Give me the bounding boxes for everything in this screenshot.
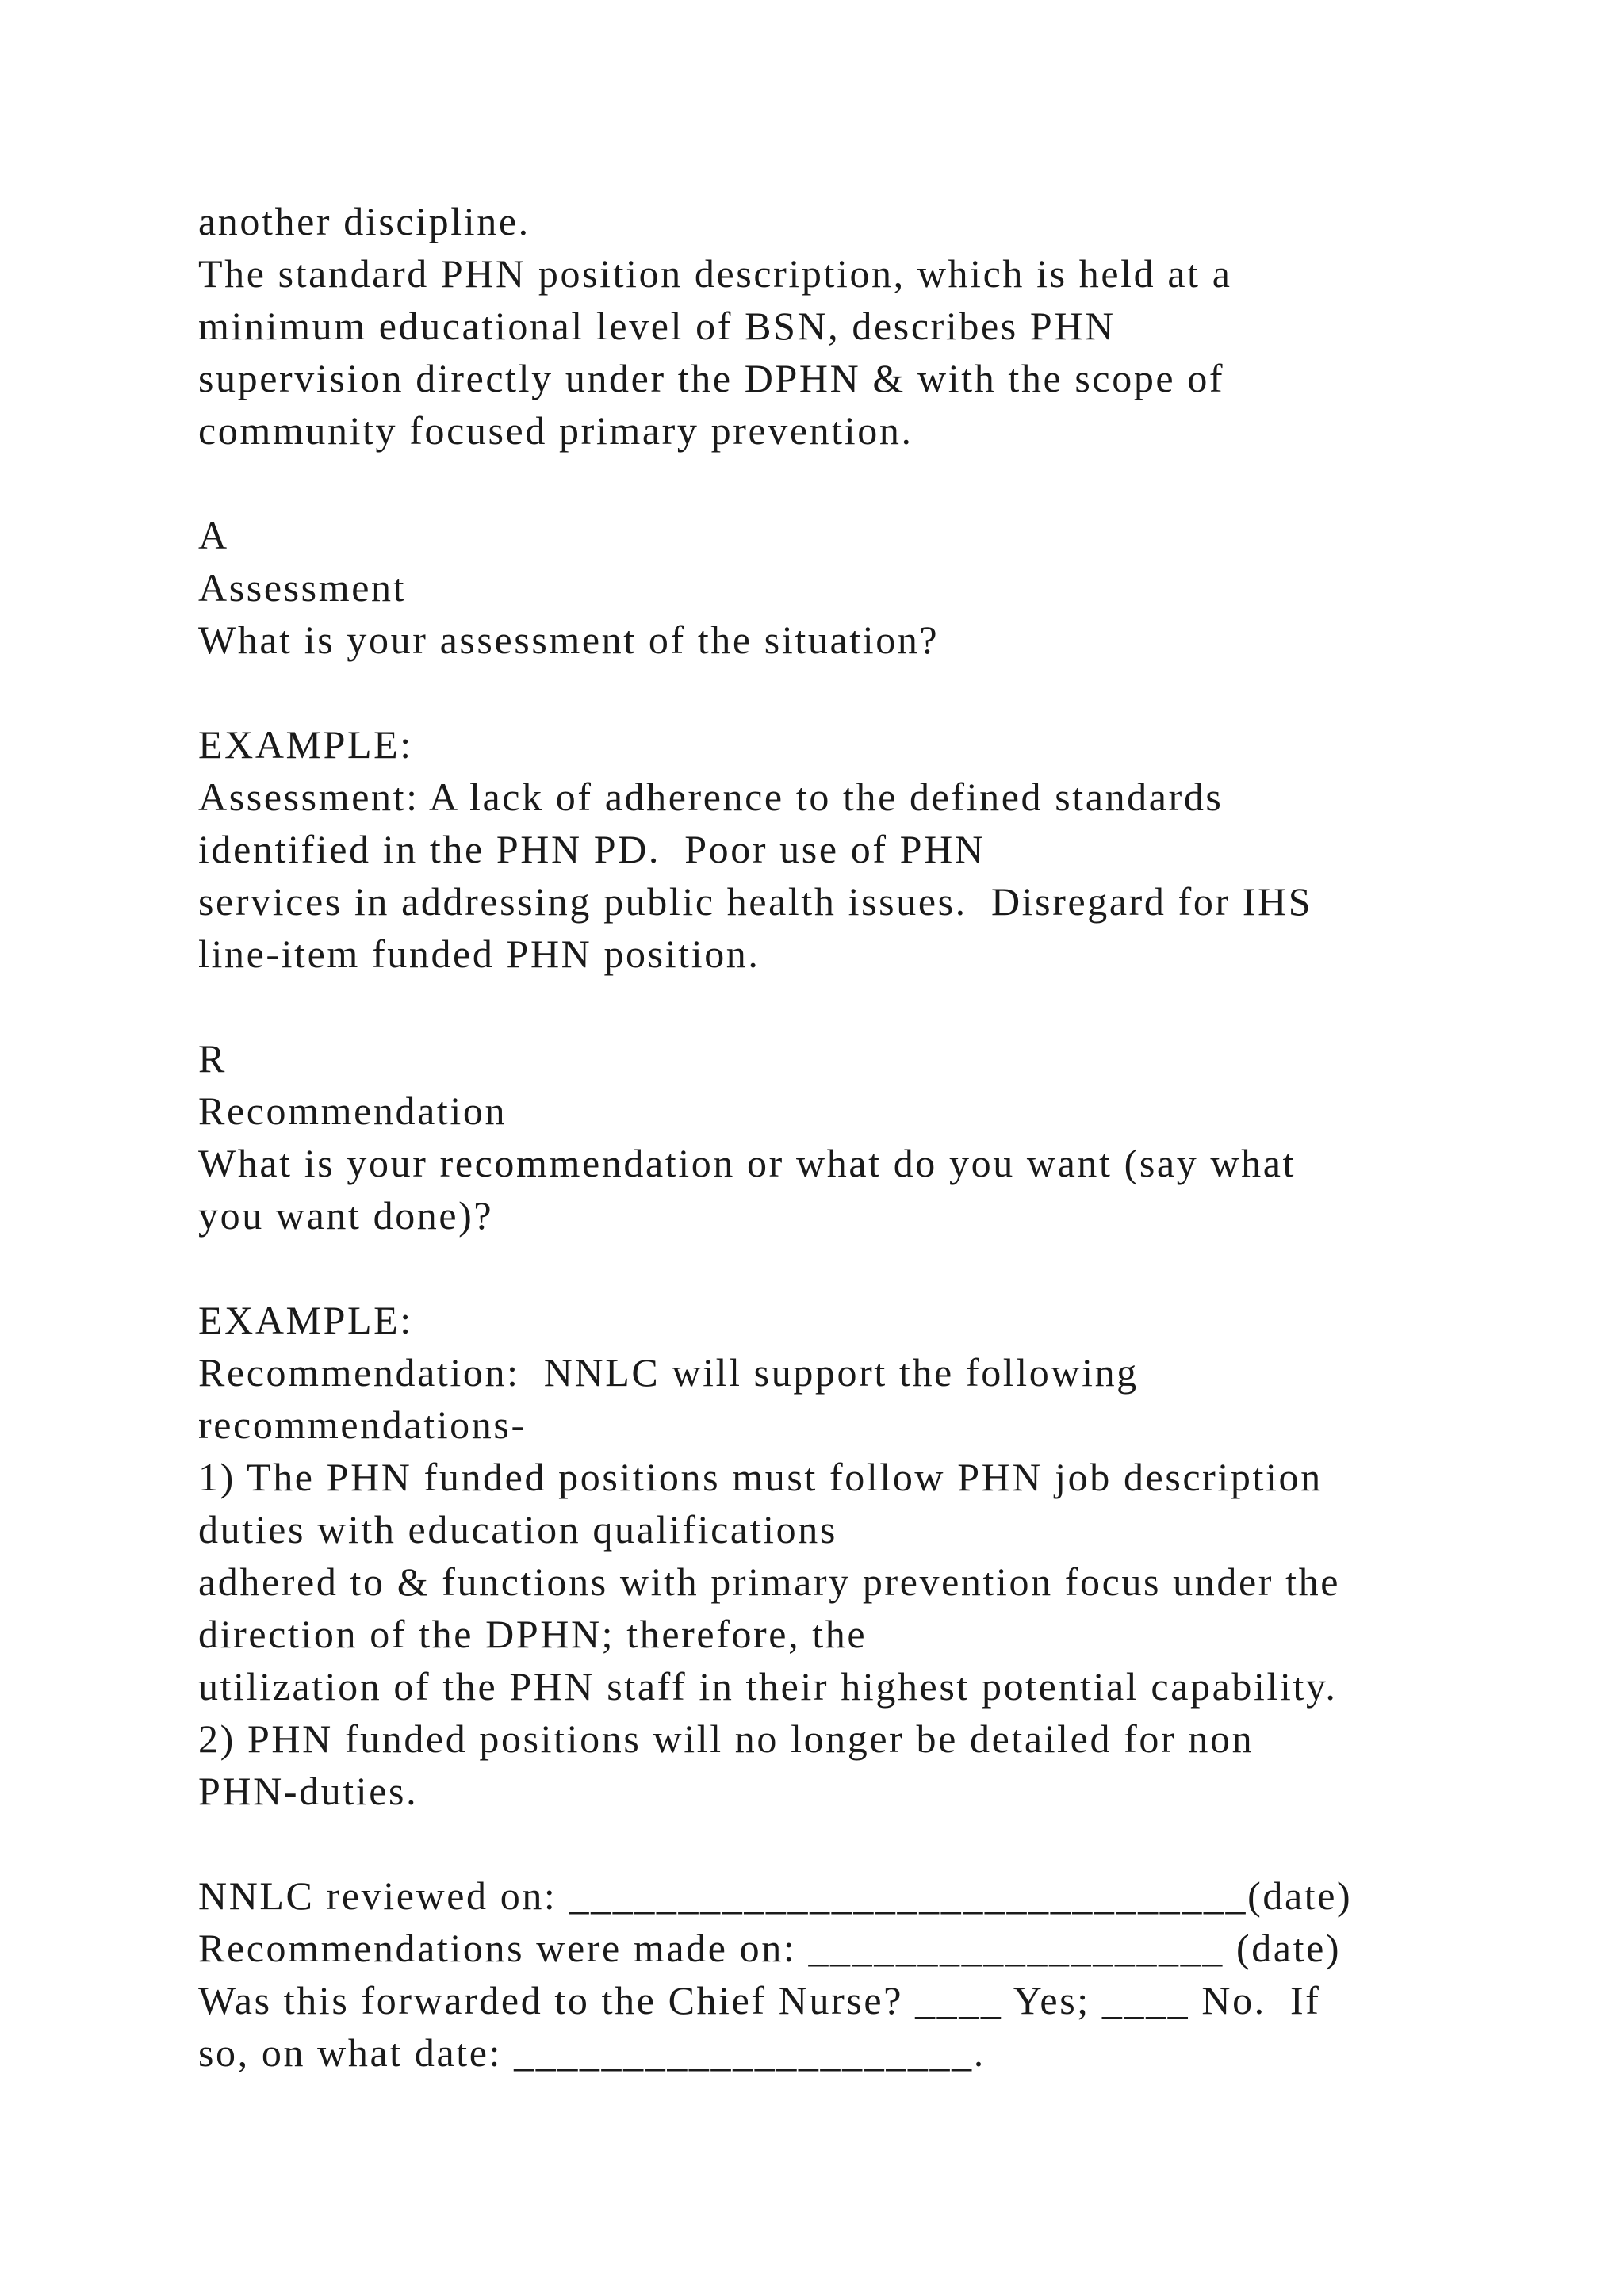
blank-line <box>198 1242 1594 1294</box>
recommendation-example-line: 2) PHN funded positions will no longer be detailed for non <box>198 1716 1254 1761</box>
recommendation-heading: Recommendation <box>198 1089 508 1133</box>
recommendation-question: What is your recommendation or what do you want (say what <box>198 1141 1296 1185</box>
intro-line: The standard PHN position description, which is held at a <box>198 251 1232 296</box>
recommendation-example-line: recommendations- <box>198 1402 527 1447</box>
assessment-question: What is your assessment of the situation? <box>198 618 940 662</box>
recommendation-example-line: utilization of the PHN staff in their highest potential capability. <box>198 1664 1338 1709</box>
recommendation-example-line: adhered to & functions with primary prevention focus under the <box>198 1559 1341 1604</box>
form-recommendations-date-line: Recommendations were made on: ___________________ (date) <box>198 1926 1342 1970</box>
intro-line: community focused primary prevention. <box>198 408 914 453</box>
assessment-letter: A <box>198 513 229 557</box>
recommendation-example-line: duties with education qualifications <box>198 1507 837 1552</box>
form-forwarded-line: Was this forwarded to the Chief Nurse? ____ Yes; ____ No. If <box>198 1978 1321 2022</box>
recommendation-letter: R <box>198 1036 227 1081</box>
recommendation-question: you want done)? <box>198 1193 494 1238</box>
recommendation-example-line: direction of the DPHN; therefore, the <box>198 1612 868 1656</box>
assessment-heading: Assessment <box>198 565 407 610</box>
blank-line <box>198 980 1594 1032</box>
assessment-example-line: identified in the PHN PD. Poor use of PHN <box>198 827 986 871</box>
recommendation-example-line: Recommendation: NNLC will support the following <box>198 1350 1139 1395</box>
form-reviewed-date-line: NNLC reviewed on: _______________________________(date) <box>198 1873 1353 1918</box>
recommendation-example-line: PHN-duties. <box>198 1769 419 1813</box>
assessment-example-label: EXAMPLE: <box>198 722 413 767</box>
blank-line <box>198 457 1594 509</box>
blank-line <box>198 666 1594 718</box>
intro-line: minimum educational level of BSN, describes PHN <box>198 304 1116 348</box>
recommendation-example-label: EXAMPLE: <box>198 1298 413 1342</box>
assessment-example-line: Assessment: A lack of adherence to the defined standards <box>198 775 1224 819</box>
blank-line <box>198 1817 1594 1869</box>
intro-line: another discipline. <box>198 199 530 243</box>
recommendation-example-line: 1) The PHN funded positions must follow PHN job description <box>198 1455 1323 1499</box>
document-body <box>198 195 1594 2079</box>
form-forwarded-date-line: so, on what date: _____________________. <box>198 2030 986 2075</box>
intro-line: supervision directly under the DPHN & with the scope of <box>198 356 1225 400</box>
assessment-example-line: line-item funded PHN position. <box>198 932 760 976</box>
assessment-example-line: services in addressing public health issues. Disregard for IHS <box>198 879 1313 924</box>
